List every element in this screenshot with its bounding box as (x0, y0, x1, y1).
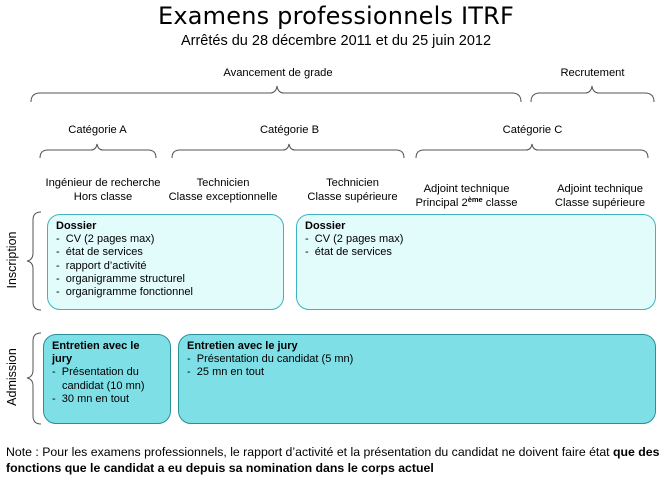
column-header-technicien-exceptionnelle (163, 177, 283, 204)
list-item: - organigramme structurel (56, 273, 275, 286)
column-header-line1: Adjoint technique (557, 183, 643, 195)
box-list (56, 233, 275, 299)
inscription-box-categorie-a (47, 214, 284, 310)
footnote-text: Note : Pour les examens professionnels, le rapport d’activité et la présentation du candidat ne doivent faire état (6, 445, 614, 459)
column-header-line2: Hors classe (73, 190, 133, 203)
brace-categorie-b (172, 144, 404, 158)
box-heading: Entretien avec le jury (187, 340, 298, 352)
column-header-line1: Adjoint technique (423, 183, 510, 195)
brace-admission (27, 333, 41, 424)
page-subtitle: Arrêtés du 28 décembre 2011 et du 25 juin 2012 (180, 33, 492, 49)
column-header-line2: Classe supérieure (554, 196, 646, 209)
box-list (52, 366, 162, 406)
column-header-line2: Principal 2ème classe (415, 194, 518, 209)
phase-label-admission: Admission (5, 348, 19, 406)
admission-box-categories-b-c (178, 334, 656, 424)
list-item: - 30 mn en tout (52, 393, 162, 406)
box-heading: Dossier (56, 220, 97, 232)
phase-label-inscription: Inscription (5, 231, 19, 289)
brace-inscription (27, 212, 41, 310)
group-label-avancement: Avancement de grade (223, 67, 333, 79)
footnote (6, 444, 668, 476)
inscription-box-categories-b-c (296, 214, 656, 310)
column-header-line1: Technicien (326, 177, 379, 189)
box-list (305, 233, 647, 259)
list-item: - rapport d’activité (56, 260, 275, 273)
list-item: - Présentation du candidat (5 mn) (187, 353, 647, 366)
list-item: - organigramme fonctionnel (56, 286, 275, 299)
box-heading: Entretien avec le jury (52, 340, 140, 366)
box-heading: Dossier (305, 220, 346, 232)
list-item: - CV (2 pages max) (56, 233, 275, 246)
category-label-b: Catégorie B (259, 124, 320, 136)
column-header-adjoint-superieure (545, 183, 655, 210)
footnote-emphasis: que des fonctions que le candidat a eu depuis sa nomination dans le corps actuel (6, 445, 660, 475)
list-item: - CV (2 pages max) (305, 233, 647, 246)
category-label-c: Catégorie C (502, 124, 563, 136)
list-item: - état de services (56, 246, 275, 259)
page-title: Examens professionnels ITRF (157, 2, 514, 30)
column-header-line2: Classe supérieure (307, 190, 398, 203)
column-header-line1: Technicien (196, 177, 250, 189)
list-item: - 25 mn en tout (187, 366, 647, 379)
list-item: - état de services (305, 246, 647, 259)
group-label-recrutement: Recrutement (560, 67, 625, 79)
column-header-line1: Ingénieur de recherche (45, 177, 161, 189)
admission-box-categorie-a (43, 334, 171, 424)
column-header-technicien-superieure (295, 177, 410, 204)
brace-avancement (31, 86, 521, 102)
box-list (187, 353, 647, 379)
brace-recrutement (531, 86, 654, 102)
column-header-ingenieur (38, 177, 168, 204)
column-header-line2: Classe exceptionnelle (168, 190, 278, 203)
brace-categorie-a (40, 144, 156, 158)
list-item: - Présentation du candidat (10 mn) (52, 366, 162, 392)
column-header-adjoint-principal (404, 183, 529, 210)
brace-categorie-c (416, 144, 648, 158)
category-label-a: Catégorie A (68, 124, 127, 136)
